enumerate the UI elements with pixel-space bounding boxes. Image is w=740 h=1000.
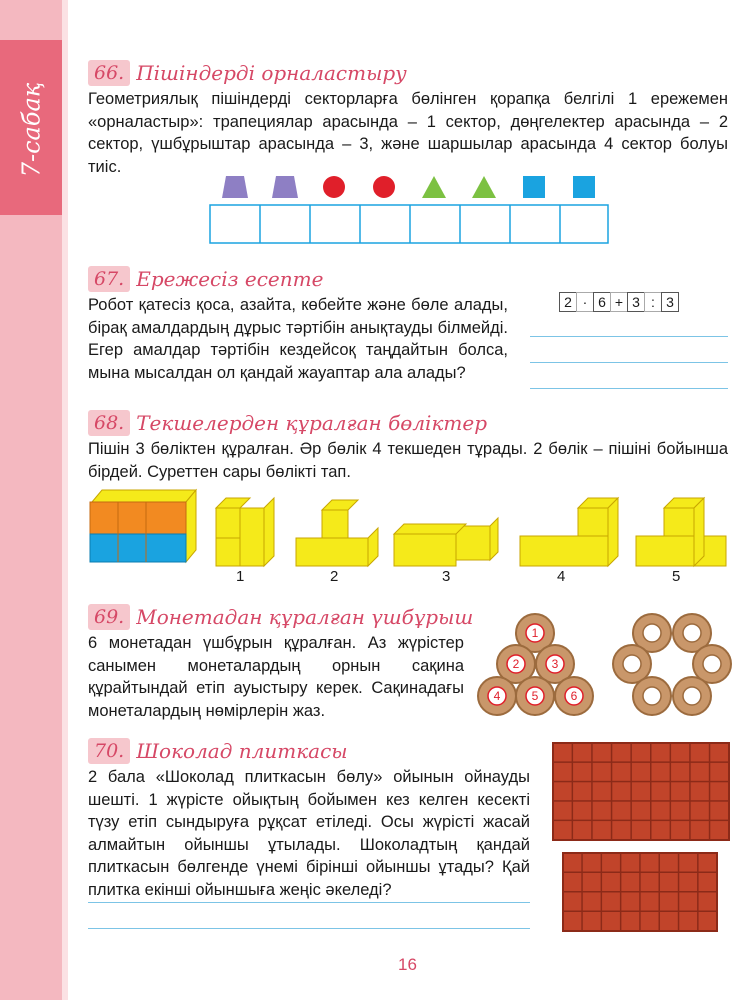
shapes-row [222, 176, 595, 198]
triangle-shape [472, 176, 496, 198]
cube-piece-5 [636, 498, 726, 566]
piece-label: 2 [330, 568, 339, 585]
expression-cell: 2 [559, 292, 577, 312]
cube-piece-4 [520, 498, 618, 566]
trapezoid-shape [272, 176, 298, 198]
coin-number: 6 [570, 689, 578, 703]
answer-line[interactable] [530, 336, 728, 337]
expression-cell: 3 [627, 292, 645, 312]
cube-piece-2 [296, 500, 378, 566]
coin-number: 5 [531, 689, 539, 703]
triangle-shape [422, 176, 446, 198]
piece-label: 4 [557, 568, 566, 585]
square-shape [523, 176, 545, 198]
task-number: 66. [88, 60, 130, 86]
expression-box [560, 292, 679, 312]
circle-shape [373, 176, 395, 198]
expression-cell: 6 [593, 292, 611, 312]
task-70-heading [88, 738, 348, 764]
lesson-tab-label: 7-сабақ [17, 82, 45, 178]
answer-line[interactable] [530, 362, 728, 363]
task-67-text: Робот қатесіз қоса, азайта, көбейте және бөле алады, бірақ амалдардың дұрыс тәртібін анықтауды білмейді. Егер амалдар тәртібін кездейсоқ таңдайтын болса, мына мысалдан ол қандай жауаптар ала алады? [88, 296, 508, 382]
task-number: 68. [88, 410, 130, 436]
answer-line[interactable] [530, 388, 728, 389]
task-69-text: 6 монетадан үшбұрын құралған. Аз жүрістер санымен монеталардың орнын сақина құрайтындай етіп ауыстыру керек. Сақинадағы монеталардың нөмірлерін жаз. [88, 634, 464, 720]
expression-cell: : [644, 292, 662, 312]
task-68-figure [0, 484, 740, 584]
task-title: Ережесіз есепте [136, 267, 324, 291]
task-title: Монетадан құралған үшбұрыш [136, 605, 474, 629]
task-66-text: Геометриялық пішіндерді секторларға бөлінген қорапқа белгілі 1 ережемен «орналастыр»: трапециялар арасында – 1 сектор, дөңгелектер арасында – 2 сектор, үшбұрыштар арасында – 3, және шаршылар арасында 4 сектор болуы тиіс. [88, 90, 728, 176]
answer-line[interactable] [88, 902, 530, 903]
task-68-text: Пішін 3 бөліктен құралған. Әр бөлік 4 текшеден тұрады. 2 бөлік – пішіні бойынша бірдей. Суреттен сары бөлікті тап. [88, 440, 728, 481]
combined-shape [90, 490, 196, 562]
task-66-heading [88, 60, 407, 86]
task-number: 69. [88, 604, 130, 630]
piece-label: 5 [672, 568, 681, 585]
coin-number: 2 [512, 657, 520, 671]
answer-line[interactable] [88, 928, 530, 929]
task-70-text: 2 бала «Шоколад плиткасын бөлу» ойынын ойнауды шешті. 1 жүрісте ойықтың бойымен кез келген кесекті түзу етіп сындыруға рұқсат етіледі. Осы жүрісті жасай алмайтын ойыншы ұтылады. Шоколадтың қандай плиткасын бөлгенде үнемі бірінші ойыншы ұтады? Қай плитка екінші ойыншыға жеңіс әкеледі? [88, 768, 530, 899]
piece-label: 3 [442, 568, 451, 585]
expression-cell: · [576, 292, 594, 312]
cube-piece-3 [394, 518, 498, 566]
trapezoid-shape [222, 176, 248, 198]
coin-number: 1 [531, 626, 539, 640]
coin-number: 3 [551, 657, 559, 671]
task-67-heading [88, 266, 323, 292]
square-shape [573, 176, 595, 198]
page-number: 16 [398, 955, 417, 974]
coin-number: 4 [493, 689, 501, 703]
coin-figure [0, 610, 740, 730]
circle-shape [323, 176, 345, 198]
task-title: Шоколад плиткасы [136, 739, 348, 763]
chocolate-bar-large [552, 742, 732, 842]
piece-label: 1 [236, 568, 245, 585]
task-number: 67. [88, 266, 130, 292]
task-title: Текшелерден құралған бөліктер [136, 411, 487, 435]
expression-cell: 3 [661, 292, 679, 312]
expression-cell: + [610, 292, 628, 312]
chocolate-bar-small [562, 852, 722, 932]
sector-box [210, 205, 608, 243]
task-68-heading [88, 410, 487, 436]
task-66-figure [0, 172, 740, 252]
task-title: Пішіндерді орналастыру [136, 61, 407, 85]
cube-piece-1 [216, 498, 274, 566]
task-number: 70. [88, 738, 130, 764]
